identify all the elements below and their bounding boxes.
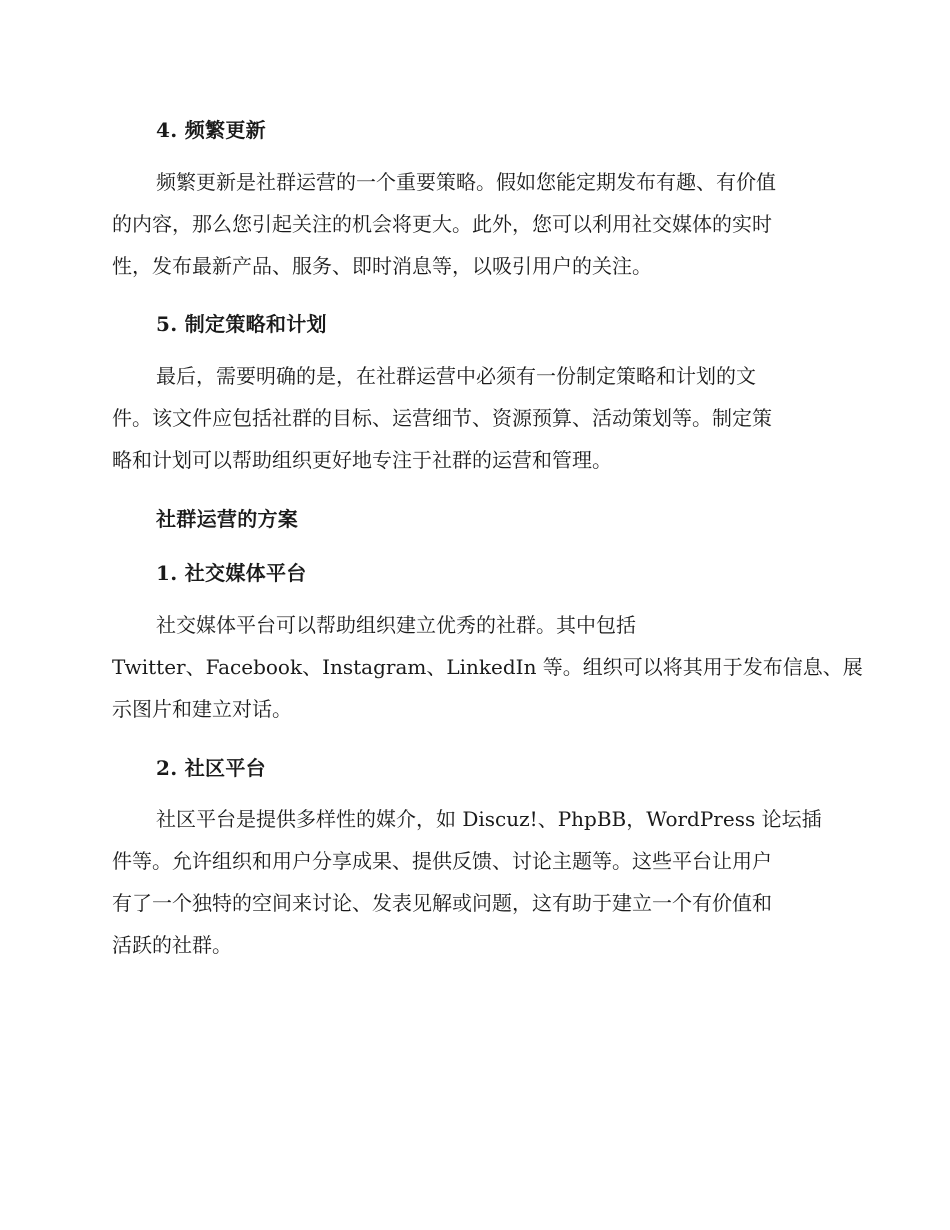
paragraph-line: 最后，需要明确的是，在社群运营中必须有一份制定策略和计划的文 bbox=[156, 364, 756, 388]
paragraph-line: 示图片和建立对话。 bbox=[112, 697, 292, 721]
paragraph-line: 频繁更新是社群运营的一个重要策略。假如您能定期发布有趣、有价值 bbox=[156, 170, 776, 194]
paragraph-line: 社区平台是提供多样性的媒介，如 Discuz!、PhpBB，WordPress 论坛插 bbox=[156, 807, 822, 831]
section-heading-strategy-plan: 5. 制定策略和计划 bbox=[156, 312, 327, 336]
paragraph-social-media bbox=[112, 604, 863, 730]
section-heading-community-plan: 社群运营的方案 bbox=[156, 507, 299, 531]
paragraph-line: 社交媒体平台可以帮助组织建立优秀的社群。其中包括 bbox=[156, 613, 636, 637]
paragraph-line: 件等。允许组织和用户分享成果、提供反馈、讨论主题等。这些平台让用户 bbox=[112, 849, 772, 873]
paragraph-line: 活跃的社群。 bbox=[112, 933, 232, 957]
paragraph-line: 略和计划可以帮助组织更好地专注于社群的运营和管理。 bbox=[112, 448, 612, 472]
paragraph-strategy-plan bbox=[112, 355, 842, 481]
paragraph-line: Twitter、Facebook、Instagram、LinkedIn 等。组织可以将其用于发布信息、展 bbox=[112, 655, 863, 679]
paragraph-line: 件。该文件应包括社群的目标、运营细节、资源预算、活动策划等。制定策 bbox=[112, 406, 772, 430]
paragraph-line: 有了一个独特的空间来讨论、发表见解或问题，这有助于建立一个有价值和 bbox=[112, 891, 772, 915]
paragraph-line: 性，发布最新产品、服务、即时消息等，以吸引用户的关注。 bbox=[112, 254, 652, 278]
section-heading-frequent-updates: 4. 频繁更新 bbox=[156, 118, 266, 142]
paragraph-frequent-updates bbox=[112, 161, 842, 287]
section-heading-community-platform: 2. 社区平台 bbox=[156, 756, 266, 780]
section-heading-social-media: 1. 社交媒体平台 bbox=[156, 561, 307, 585]
paragraph-line: 的内容，那么您引起关注的机会将更大。此外，您可以利用社交媒体的实时 bbox=[112, 212, 772, 236]
paragraph-community-platform bbox=[112, 798, 842, 966]
